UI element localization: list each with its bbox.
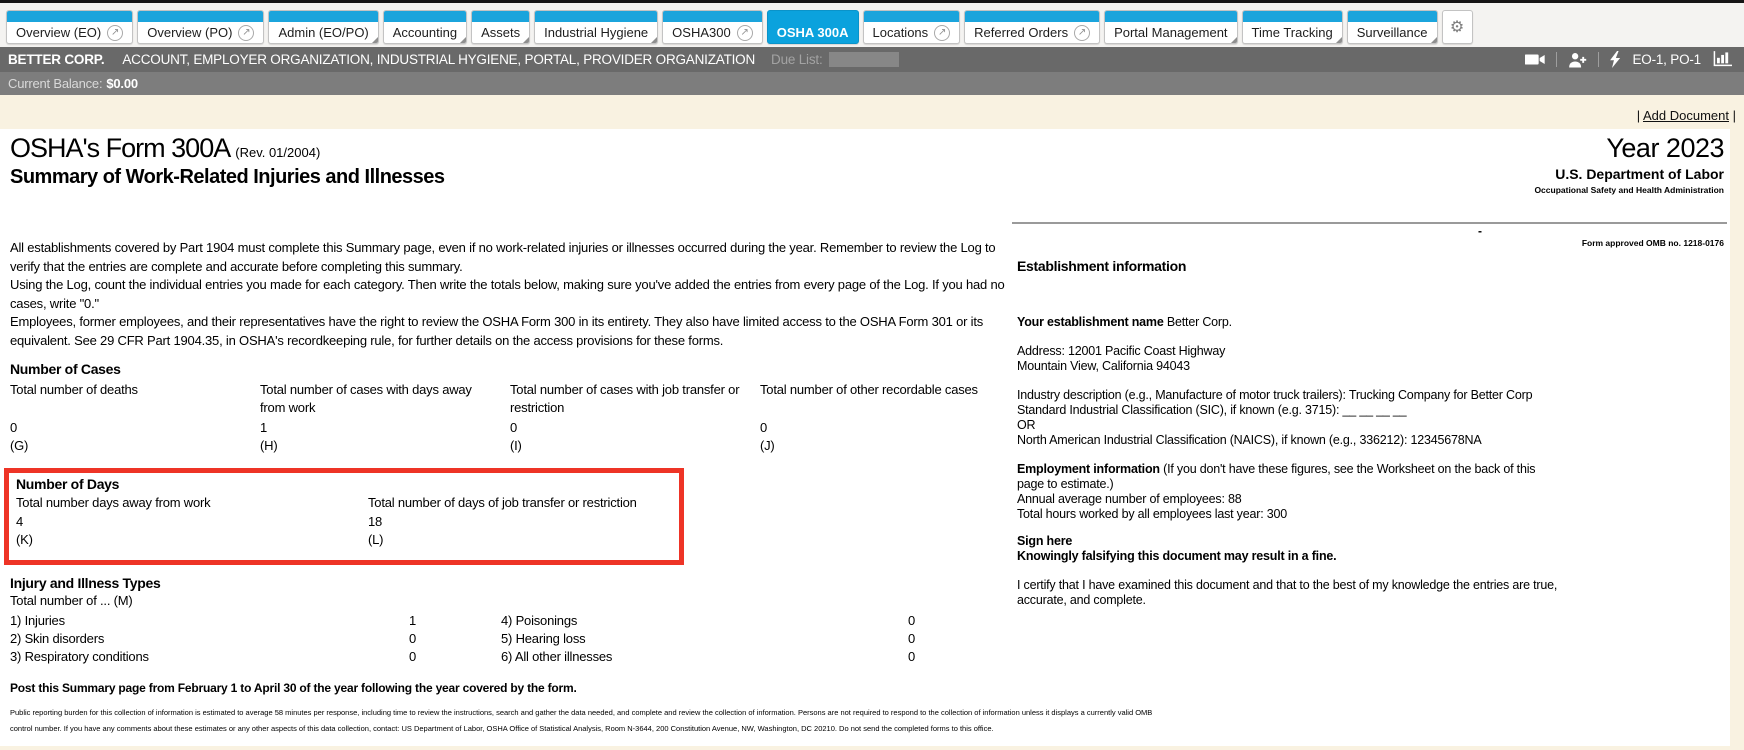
video-camera-icon[interactable] [1525, 52, 1545, 67]
case-value: 1 [260, 419, 268, 435]
form-body [0, 239, 1730, 737]
tab-menu-fold-icon [1336, 37, 1342, 43]
pipe: | [1636, 108, 1641, 123]
days-value: 18 [368, 513, 383, 529]
tab-menu-fold-icon [1431, 37, 1437, 43]
tab-label: OSHA300 [672, 25, 731, 40]
tab-label: Time Tracking [1251, 25, 1333, 40]
case-value: 0 [10, 419, 18, 435]
tab-cap [1348, 11, 1437, 22]
injury-label: 5) Hearing loss [501, 630, 586, 646]
tab-label: OSHA 300A [776, 25, 849, 40]
industry-description: Industry description (e.g., Manufacture of motor truck trailers): Trucking Company for Better Corp [1017, 388, 1533, 402]
tab-admin-eopo[interactable] [268, 10, 378, 44]
tab-surveillance[interactable] [1347, 10, 1438, 44]
injury-label: 2) Skin disorders [10, 630, 105, 646]
tab-overview-po[interactable] [137, 10, 264, 44]
department-label: U.S. Department of Labor [1555, 166, 1724, 182]
section-heading: Injury and Illness Types [10, 574, 161, 591]
due-list-dropdown[interactable] [829, 52, 899, 67]
tab-cap [138, 11, 263, 22]
employment-info-label: Employment information [1017, 462, 1160, 476]
external-link-icon[interactable]: ↗ [737, 25, 753, 41]
days-letter: (L) [368, 532, 384, 547]
tab-menu-fold-icon [372, 37, 378, 43]
form-title-block [10, 133, 445, 195]
tab-cap [269, 11, 377, 22]
tab-label: Overview (EO) [16, 25, 102, 40]
cases-grid [10, 381, 1012, 456]
tab-time-tracking[interactable] [1242, 10, 1343, 44]
injury-illness-types-section [10, 574, 1012, 666]
tab-label: Industrial Hygiene [544, 25, 649, 40]
injury-grid [10, 612, 1012, 666]
bar-chart-icon[interactable] [1712, 51, 1732, 68]
balance-bar [0, 72, 1744, 95]
case-letter: (G) [10, 438, 29, 453]
form-year: Year 2023 [1606, 133, 1724, 163]
tab-industrial-hygiene[interactable] [534, 10, 658, 44]
divider [1598, 52, 1599, 67]
form-header [0, 129, 1730, 195]
injury-label: 6) All other illnesses [501, 648, 613, 664]
case-value: 0 [510, 419, 518, 435]
intro-paragraph: Using the Log, count the individual entries you made for each category. Then write the totals below, making sure you've added the entries from every page of the Log. If you had no cases, write "0." [10, 277, 1005, 311]
form-year-block [1534, 133, 1724, 195]
balance-value: $0.00 [106, 76, 138, 91]
tab-cap [965, 11, 1099, 22]
case-label: Total number of other recordable cases [760, 381, 978, 397]
main-tab-bar [0, 3, 1744, 47]
sic-line: Standard Industrial Classification (SIC), if known (e.g. 3715): __ __ __ __ [1017, 403, 1407, 417]
divider [1556, 52, 1557, 67]
tab-osha300[interactable] [662, 10, 763, 44]
tab-cap [7, 11, 132, 22]
establishment-name-value: Better Corp. [1166, 315, 1232, 329]
external-link-icon[interactable]: ↗ [238, 25, 254, 41]
company-name: BETTER CORP. [8, 52, 105, 67]
tab-osha300a-active[interactable] [767, 10, 859, 44]
employment-info-line [1017, 462, 1565, 492]
tab-label: Overview (PO) [147, 25, 233, 40]
case-label: Total number of cases with job transfer or restriction [510, 381, 740, 415]
paperwork-fine-print [10, 705, 1153, 737]
osha-admin-label: Occupational Safety and Health Administration [1534, 185, 1724, 195]
sign-here-label: Sign here [1017, 534, 1073, 548]
form-title: OSHA's Form 300A (Rev. 01/2004) [10, 133, 321, 163]
tab-menu-fold-icon [523, 37, 529, 43]
infobar-actions [1525, 51, 1732, 68]
tab-label: Referred Orders [974, 25, 1069, 40]
dash-mark: - [1478, 224, 1482, 238]
lightning-icon[interactable] [1610, 51, 1621, 68]
omb-approval: Form approved OMB no. 1218-0176 [1581, 238, 1724, 248]
employees-line: Annual average number of employees: 88 [1017, 492, 1242, 506]
case-letter: (J) [760, 438, 775, 453]
case-letter: (I) [510, 438, 522, 453]
injury-value: 0 [908, 648, 916, 664]
case-letter: (H) [260, 438, 278, 453]
intro-paragraph: All establishments covered by Part 1904 must complete this Summary page, even if no work-related injuries or illnesses occurred during the year. Remember to review the Log to verify that the entries are complete and accurate before completing this summary. [10, 240, 996, 274]
tab-label: Locations [872, 25, 929, 40]
injury-value: 1 [409, 612, 417, 628]
tab-overview-eo[interactable] [6, 10, 133, 44]
add-document-link[interactable]: Add Document [1642, 108, 1729, 123]
tab-menu-fold-icon [460, 37, 466, 43]
fine-print-line: Public reporting burden for this collection of information is estimated to average 58 minutes per response, including time to review the instructions, search and gather the data needed, and complete and review the collection of information. Persons are not required to respond to the collection of information unless it displays a currently valid OMB [10, 708, 1153, 717]
tab-label: Surveillance [1356, 25, 1428, 40]
injury-subheading: Total number of ... (M) [10, 593, 133, 608]
form-revision: (Rev. 01/2004) [235, 145, 321, 160]
injury-label: 4) Poisonings [501, 612, 578, 628]
days-label: Total number of days of job transfer or restriction [368, 495, 637, 510]
injury-label: 1) Injuries [10, 612, 65, 628]
establishment-name-label: Your establishment name [1017, 315, 1164, 329]
tab-cap [768, 11, 858, 22]
tab-menu-fold-icon [1231, 37, 1237, 43]
tab-assets[interactable] [471, 10, 530, 44]
tab-cap [1243, 11, 1342, 22]
content-page [0, 95, 1744, 750]
tab-portal-management[interactable] [1104, 10, 1237, 44]
osha-form-300a [0, 129, 1730, 746]
hours-line: Total hours worked by all employees last year: 300 [1017, 507, 1288, 521]
external-link-icon[interactable]: ↗ [107, 25, 123, 41]
post-summary-note: Post this Summary page from February 1 to April 30 of the year following the year covered by the form. [10, 680, 577, 695]
case-label: Total number of deaths [10, 381, 138, 397]
section-heading: Number of Cases [10, 361, 121, 377]
address-line: Mountain View, California 94043 [1017, 359, 1190, 373]
tab-locations[interactable] [863, 10, 961, 44]
account-categories: ACCOUNT, EMPLOYER ORGANIZATION, INDUSTRIAL HYGIENE, PORTAL, PROVIDER ORGANIZATION [122, 52, 756, 67]
tab-cap [1105, 11, 1236, 22]
falsify-warning: Knowingly falsifying this document may result in a fine. [1017, 549, 1337, 563]
tab-cap [384, 11, 466, 22]
number-of-cases-section [10, 360, 1012, 456]
naics-line: North American Industrial Classification (NAICS), if known (e.g., 336212): 12345678NA [1017, 433, 1482, 447]
tab-menu-fold-icon [651, 37, 657, 43]
address-line: Address: 12001 Pacific Coast Highway [1017, 344, 1226, 358]
tab-cap [864, 11, 960, 22]
fine-print-line: control number. If you have any comments about these estimates or any other aspects of this data collection, contact: US Department of Labor, OSHA Office of Statistical Analysis, Room N-3644, 200 Constitution Avenue, NW, Washington, DC 20210. Do not send the completed forms to this office. [10, 724, 994, 733]
tab-label: Admin (EO/PO) [278, 25, 369, 40]
document-actions-row [0, 95, 1744, 129]
form-subtitle: Summary of Work-Related Injuries and Illnesses [10, 166, 445, 188]
case-label: Total number of cases with days away from work [260, 381, 472, 415]
external-link-icon[interactable]: ↗ [934, 25, 950, 41]
form-intro [10, 239, 1012, 350]
injury-value: 0 [409, 630, 417, 646]
header-divider [1012, 222, 1727, 224]
days-grid [16, 494, 679, 550]
case-value: 0 [760, 419, 768, 435]
tab-referred-orders[interactable] [964, 10, 1100, 44]
days-value: 4 [16, 513, 24, 529]
employment-info-note: (If you don't have these figures, see the Worksheet on the back of this page to estimate.) [1017, 462, 1536, 491]
injury-value: 0 [908, 630, 916, 646]
tab-label: Assets [481, 25, 521, 40]
section-heading: Number of Days [16, 475, 120, 492]
injury-value: 0 [409, 648, 417, 664]
settings-button[interactable] [1442, 10, 1473, 44]
pipe: | [1732, 108, 1736, 123]
gear-icon: ⚙ [1449, 19, 1465, 36]
add-person-icon[interactable] [1568, 52, 1587, 68]
intro-paragraph: Employees, former employees, and their representatives have the right to review the OSHA Form 300 in its entirety. They also have limited access to the OSHA Form 301 or its equivalent. See 29 CFR Part 1904.35, in OSHA's recordkeeping rule, for further details on the access provisions for these forms. [10, 314, 984, 348]
days-label: Total number days away from work [16, 495, 211, 510]
establishment-heading: Establishment information [1017, 258, 1187, 274]
injury-value: 0 [908, 612, 916, 628]
due-list-label: Due List: [771, 52, 823, 67]
tab-label: Accounting [392, 25, 458, 40]
session-label: EO-1, PO-1 [1632, 52, 1701, 67]
account-info-bar [0, 47, 1744, 72]
establishment-name-line [1017, 315, 1565, 330]
certify-statement: I certify that I have examined this document and that to the best of my knowledge the entries are true, accurate, and complete. [1017, 578, 1558, 607]
number-of-days-highlight-box [4, 468, 684, 565]
tab-cap [663, 11, 762, 22]
tab-cap [535, 11, 657, 22]
days-letter: (K) [16, 532, 33, 547]
tab-accounting[interactable] [383, 10, 467, 44]
or-line: OR [1017, 418, 1036, 432]
establishment-info-column [1017, 259, 1565, 737]
tab-label: Portal Management [1114, 25, 1228, 40]
tab-cap [472, 11, 529, 22]
injury-label: 3) Respiratory conditions [10, 648, 149, 664]
external-link-icon[interactable]: ↗ [1074, 25, 1090, 41]
balance-label: Current Balance: [8, 76, 103, 91]
